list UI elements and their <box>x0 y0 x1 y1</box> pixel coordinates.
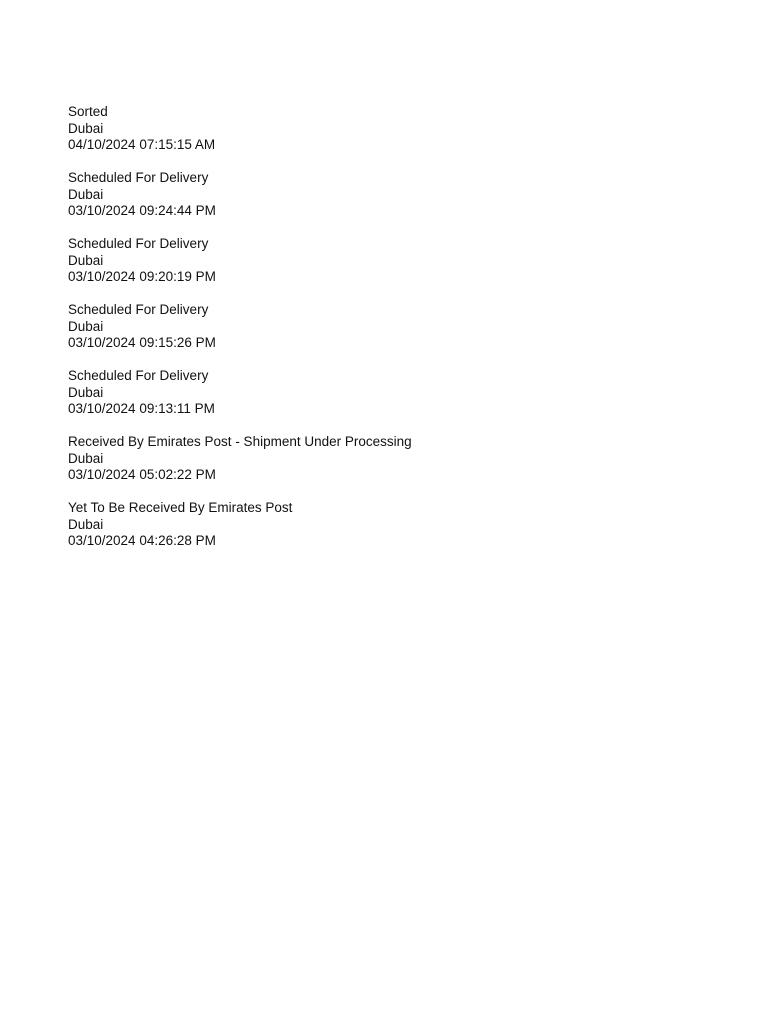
event-datetime: 03/10/2024 04:26:28 PM <box>68 533 216 548</box>
tracking-event <box>68 170 728 220</box>
event-location: Dubai <box>68 516 104 532</box>
event-datetime: 03/10/2024 09:15:26 PM <box>68 335 216 350</box>
tracking-event <box>68 104 728 154</box>
tracking-history <box>68 104 728 566</box>
tracking-event <box>68 500 728 550</box>
tracking-event <box>68 434 728 484</box>
event-datetime: 03/10/2024 09:13:11 PM <box>68 401 215 416</box>
event-status: Sorted <box>68 104 108 119</box>
event-status: Scheduled For Delivery <box>68 170 209 185</box>
event-location: Dubai <box>68 120 104 136</box>
event-status: Scheduled For Delivery <box>68 368 209 383</box>
event-status: Scheduled For Delivery <box>68 236 209 251</box>
tracking-event <box>68 302 728 352</box>
event-location: Dubai <box>68 252 104 268</box>
event-location: Dubai <box>68 450 104 466</box>
event-location: Dubai <box>68 186 104 202</box>
event-location: Dubai <box>68 384 104 400</box>
event-status: Received By Emirates Post - Shipment Under Processing <box>68 434 412 449</box>
tracking-event <box>68 236 728 286</box>
tracking-event <box>68 368 728 418</box>
event-datetime: 03/10/2024 05:02:22 PM <box>68 467 216 482</box>
event-status: Yet To Be Received By Emirates Post <box>68 500 293 515</box>
event-datetime: 03/10/2024 09:20:19 PM <box>68 269 216 284</box>
event-datetime: 03/10/2024 09:24:44 PM <box>68 203 216 218</box>
event-status: Scheduled For Delivery <box>68 302 209 317</box>
event-datetime: 04/10/2024 07:15:15 AM <box>68 137 216 152</box>
event-location: Dubai <box>68 318 104 334</box>
